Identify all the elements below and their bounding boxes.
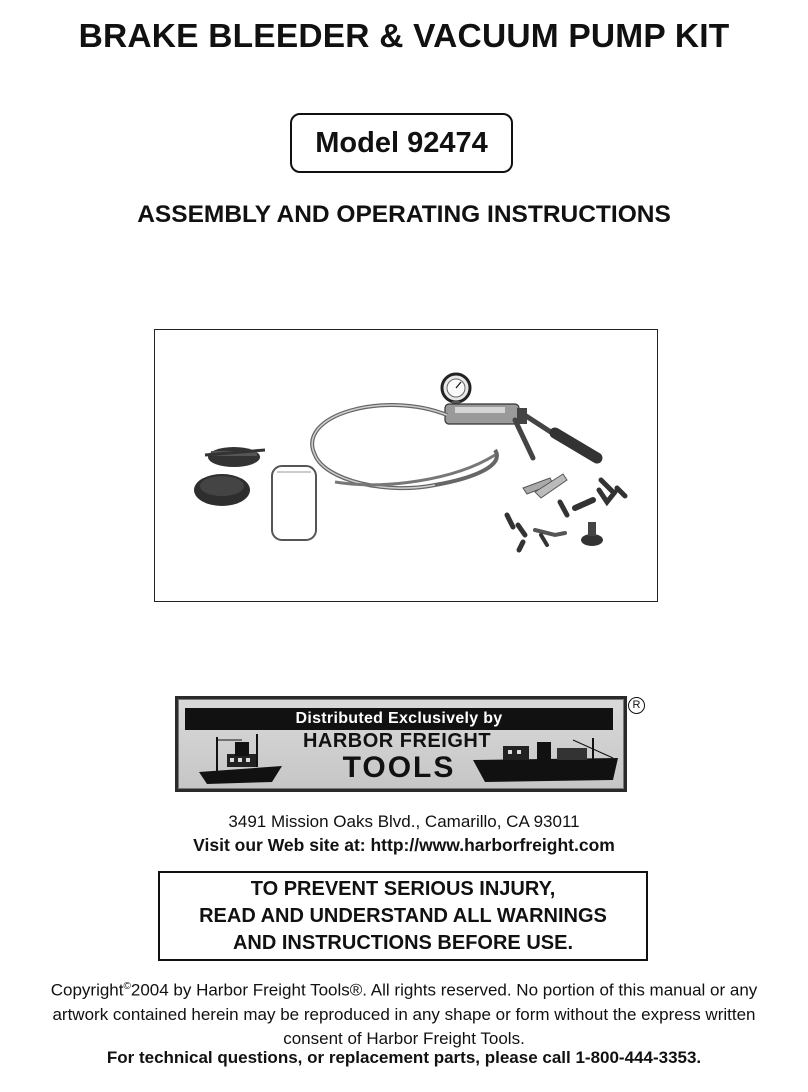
kit-illustration: [155, 330, 657, 601]
harbor-freight-logo: [175, 696, 627, 792]
reservoir-cup: [272, 466, 316, 540]
model-number-box: [290, 113, 513, 173]
logo-brand-harbor: HARBOR FREIGHT: [302, 730, 492, 752]
product-photo: [154, 329, 658, 602]
copyright-symbol: ©: [123, 981, 131, 992]
document-subtitle: ASSEMBLY AND OPERATING INSTRUCTIONS: [137, 201, 671, 228]
warning-line-1: TO PREVENT SERIOUS INJURY,: [250, 878, 556, 900]
copyright-word: Copyright: [50, 980, 124, 1000]
copyright-text: 2004 by Harbor Freight Tools®. All rights reserved. No portion of this manual or any artwork contained herein may be reproduced in any shape or form without the express written consent of Harbor Freight Tools.: [52, 980, 758, 1048]
company-address: 3491 Mission Oaks Blvd., Camarillo, CA 93011: [228, 812, 580, 831]
model-number: Model 92474: [315, 126, 488, 159]
logo-banner: Distributed Exclusively by: [185, 708, 613, 730]
tugboat-icon: [197, 732, 287, 787]
logo-brand-tools: TOOLS: [342, 751, 456, 784]
technical-support-phone: For technical questions, or replacement parts, please call 1-800-444-3353.: [106, 1048, 702, 1067]
warning-line-3: AND INSTRUCTIONS BEFORE USE.: [232, 932, 574, 954]
warning-line-2: READ AND UNDERSTAND ALL WARNINGS: [199, 905, 607, 927]
pump-handle-lower: [515, 420, 533, 458]
document-title: BRAKE BLEEDER & VACUUM PUMP KIT: [78, 18, 730, 55]
registered-trademark-icon: R: [628, 697, 645, 714]
website-line: Visit our Web site at: http://www.harborfreight.com: [193, 835, 615, 855]
pump-grip: [555, 433, 597, 458]
copyright-notice: [30, 975, 778, 1051]
hose-short: [335, 455, 495, 485]
safety-warning-box: [158, 871, 648, 961]
